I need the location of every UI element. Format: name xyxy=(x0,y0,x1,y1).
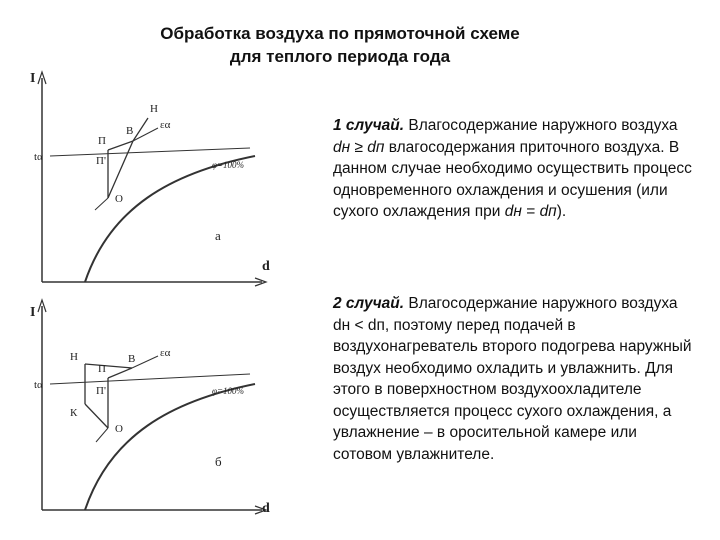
case-1-dn-2: dн xyxy=(504,203,522,220)
process-line-n-v xyxy=(85,364,132,368)
case-2-heading: 2 случай. xyxy=(333,295,405,312)
case-1-heading: 1 случай. xyxy=(333,117,405,134)
saturation-curve xyxy=(85,156,255,282)
point-k-label: К xyxy=(70,407,78,419)
point-v-label: В xyxy=(126,125,134,137)
case-1-text-part-1: Влагосодержание наружного воздуха xyxy=(404,117,678,134)
isotherm-line xyxy=(50,374,250,384)
page-title xyxy=(90,22,590,68)
case-1-relation: ≥ xyxy=(350,138,368,156)
case-1-dn: dн xyxy=(333,138,351,156)
saturation-curve xyxy=(85,384,255,510)
point-n-label: Н xyxy=(70,351,78,363)
process-line-o-ext xyxy=(95,198,108,210)
point-p-label: П xyxy=(98,135,106,147)
point-o-label: О xyxy=(115,193,123,205)
phi-label: φ=100% xyxy=(212,386,245,396)
point-p-label: П xyxy=(98,363,106,375)
case-1-dp-2: dп xyxy=(539,203,557,220)
d-axis-label: d xyxy=(262,501,270,516)
i-axis-label: I xyxy=(30,305,36,320)
epsilon-line xyxy=(132,356,158,368)
process-line-v-o xyxy=(108,141,133,198)
case-2-description xyxy=(333,293,693,465)
eps-label: εα xyxy=(160,119,171,131)
point-v-label: В xyxy=(128,353,136,365)
diagram-sublabel: а xyxy=(215,228,221,243)
isotherm-line xyxy=(50,148,250,156)
case-1-dp: dп xyxy=(367,138,385,156)
id-diagram-b xyxy=(0,296,320,518)
case-1-text-part-2: влагосодержания приточного воздуха. В данном случае необходимо осуществить процесс одновременного охлаждения и осушения (или сухого охлаждения при xyxy=(333,138,692,220)
process-line-o-ext xyxy=(96,428,108,442)
t-label: tα xyxy=(34,151,43,163)
d-axis-label: d xyxy=(262,259,270,274)
case-2-text: Влагосодержание наружного воздуха dн < dп, поэтому перед подачей в воздухонагреватель второго подогрева наружный воздух необходимо охладить и увлажнить. Для этого в поверхностном воздухоохладителе осуществляется процесс сухого охлаждения, а увлажнение – в оросительной камере или сотовом увлажнителе. xyxy=(333,295,692,463)
diagram-sublabel: б xyxy=(215,454,222,469)
case-1-text-part-3: ). xyxy=(556,203,567,220)
point-o-label: О xyxy=(115,423,123,435)
t-label: tα xyxy=(34,379,43,391)
phi-label: φ=100% xyxy=(212,160,245,170)
id-diagram-a xyxy=(0,68,320,290)
case-1-equals: = xyxy=(521,203,540,220)
eps-label: εα xyxy=(160,347,171,359)
point-p2-label: П' xyxy=(96,385,106,397)
title-line-1: Обработка воздуха по прямоточной схеме xyxy=(160,24,520,43)
point-n-label: Н xyxy=(150,103,158,115)
i-axis-label: I xyxy=(30,71,36,86)
process-line-p-v xyxy=(108,368,132,378)
point-p2-label: П' xyxy=(96,155,106,167)
case-1-description xyxy=(333,115,693,223)
title-line-2: для теплого периода года xyxy=(229,47,451,66)
process-line-k-o xyxy=(85,404,108,428)
